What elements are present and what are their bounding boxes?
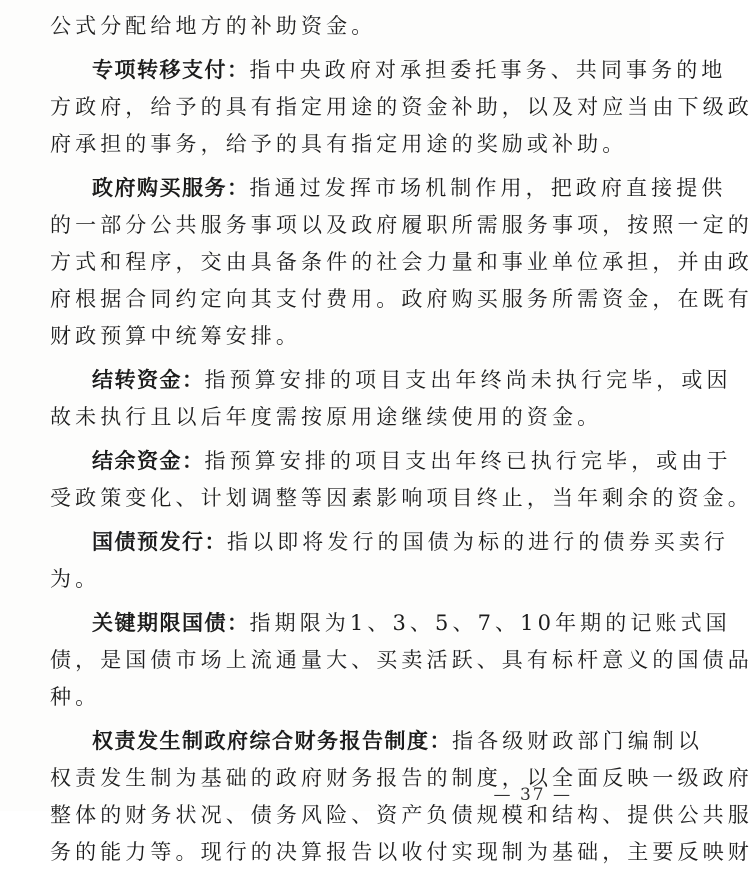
text-line bbox=[50, 605, 731, 642]
text-line bbox=[50, 52, 727, 89]
term-heading: 关键期限国债： bbox=[92, 611, 250, 635]
text-line: 整体的财务状况、债务风险、资产负债规模和结构、提供公共服 bbox=[50, 803, 753, 827]
text-line: 受政策变化、计划调整等因素影响项目终止，当年剩余的资金。 bbox=[50, 486, 753, 510]
text-line bbox=[50, 723, 703, 760]
definition-text: 指预算安排的项目支出年终尚未执行完毕，或因 bbox=[204, 368, 732, 392]
text-line: 故未执行且以后年度需按原用途继续使用的资金。 bbox=[50, 405, 603, 429]
text-line: 府根据合同约定向其支付费用。政府购买服务所需资金，在既有 bbox=[50, 287, 753, 311]
term-heading: 结转资金： bbox=[92, 368, 205, 392]
text-line: 种。 bbox=[50, 685, 101, 709]
text-line bbox=[50, 443, 732, 480]
definition-text: 指各级财政部门编制以 bbox=[452, 729, 703, 753]
page-number: — 37 — bbox=[493, 785, 572, 805]
term-heading: 结余资金： bbox=[92, 449, 205, 473]
text-line: 为。 bbox=[50, 567, 101, 591]
text-line: 的一部分公共服务事项以及政府履职所需服务事项，按照一定的 bbox=[50, 213, 753, 237]
text-line: 务的能力等。现行的决算报告以收付实现制为基础，主要反映财 bbox=[50, 840, 753, 864]
paragraph-treasury-pre-issuance bbox=[50, 524, 729, 598]
paragraph-key-tenor-bonds bbox=[50, 605, 753, 716]
definition-text: 指通过发挥市场机制作用，把政府直接提供 bbox=[249, 176, 727, 200]
text-line: 方政府，给予的具有指定用途的资金补助，以及对应当由下级政 bbox=[50, 95, 753, 119]
text-line bbox=[50, 524, 729, 561]
definition-text: 指预算安排的项目支出年终已执行完毕，或由于 bbox=[204, 449, 732, 473]
text-line: 债，是国债市场上流通量大、买卖活跃、具有标杆意义的国债品 bbox=[50, 648, 753, 672]
term-heading: 政府购买服务： bbox=[92, 176, 250, 200]
term-heading: 国债预发行： bbox=[92, 530, 227, 554]
paragraph-surplus-funds bbox=[50, 443, 753, 517]
text-line bbox=[50, 362, 732, 399]
definition-text: 指中央政府对承担委托事务、共同事务的地 bbox=[249, 58, 727, 82]
paragraph bbox=[50, 8, 574, 45]
paragraph-carryover-funds bbox=[50, 362, 732, 436]
definition-text: 指期限为1、3、5、7、10年期的记账式国 bbox=[249, 611, 731, 635]
text-line: 方式和程序，交由具备条件的社会力量和事业单位承担，并由政 bbox=[50, 250, 753, 274]
definition-text: 指以即将发行的国债为标的进行的债券买卖行 bbox=[227, 530, 729, 554]
text-line: 公式分配给地方的补助资金。 bbox=[50, 14, 377, 38]
text-line bbox=[50, 170, 727, 207]
text-line: 权责发生制为基础的政府财务报告的制度，以全面反映一级政府 bbox=[50, 766, 753, 790]
paragraph-government-procurement-services bbox=[50, 170, 753, 355]
text-line: 财政预算中统筹安排。 bbox=[50, 324, 301, 348]
paragraph-special-transfer-payment bbox=[50, 52, 753, 163]
text-line: 府承担的事务，给予的具有指定用途的奖励或补助。 bbox=[50, 132, 628, 156]
term-heading: 专项转移支付： bbox=[92, 58, 250, 82]
term-heading: 权责发生制政府综合财务报告制度： bbox=[92, 729, 452, 753]
